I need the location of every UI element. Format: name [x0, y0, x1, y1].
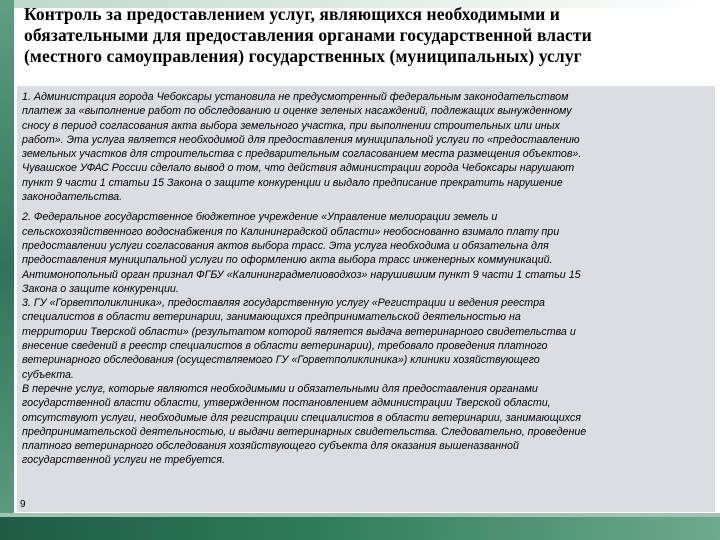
- paragraph-kaliningrad-case: 2. Федеральное государственное бюджетное учреждение «Управление мелиорации земель и сельскохозяйственного водоснабжения по Калининградской области» необоснованно взимало плату при предоставлении услуги согласования актов выбора трасс. Эта услуга необходима и обязательна для предоставления муниципальной услуги по оформлению акта выбора трасс инженерных коммуникаций. Антимонопольный орган признал ФГБУ «Калининградмелиоводхоз» нарушившим пункт 9 части 1 статьи 15 Закона о защите конкуренции.: [22, 211, 581, 295]
- paragraph-tver-conclusion: В перечне услуг, которые являются необходимыми и обязательными для предоставления органами государственной власти области, утвержденном постановлением администрации Тверской области, отсутствуют услуги, необходимые для регистрации специалистов в области ветеринарии, занимающихся предпринимательской деятельностью, и выдачи ветеринарных свидетельства. Следовательно, проведение платного ветеринарного обследования хозяйствующего субъекта для оказания вышеназванной государственной услуги не требуется.: [22, 382, 587, 467]
- slide-body: [22, 90, 710, 468]
- bottom-decorative-bar: [0, 513, 720, 540]
- paragraph-tver-case: 3. ГУ «Горветполиклиника», предоставляя государственную услугу «Регистрации и ведения реестра специалистов в области ветеринарии, занимающихся предпринимательской деятельностью на территории Тверской области» (результатом которой является выдача ветеринарного свидетельства и внесение сведений в реестр специалистов в области ветеринарии), требовало проведения платного ветеринарного обследования (осуществляемого ГУ «Горветполиклиника») клиники хозяйствующего субъекта.: [22, 297, 576, 381]
- slide-title: Контроль за предоставлением услуг, являющихся необходимыми и обязательными для предоставления органами государственной власти (местного самоуправления) государственных (муниципальных) услуг: [24, 4, 592, 66]
- slide-number: 9: [20, 499, 26, 510]
- left-decorative-stripe: [0, 0, 14, 540]
- paragraph-chuvash-case: 1. Администрация города Чебоксары установила не предусмотренный федеральным законодательством платеж за «выполнение работ по обследованию и оценке зеленых насаждений, подлежащих вынужденному сносу в период согласования акта выбора земельного участка, при выполнении строительных или иных работ». Эта услуга является необходимой для предоставления муниципальной услуги по «предоставлению земельных участков для строительства с предварительным согласованием места размещения объектов». Чувашское УФАС России сделало вывод о том, что действия администрации города Чебоксары нарушают пункт 9 части 1 статьи 15 Закона о защите конкуренции и выдало предписание прекратить нарушение законодательства.: [22, 91, 582, 204]
